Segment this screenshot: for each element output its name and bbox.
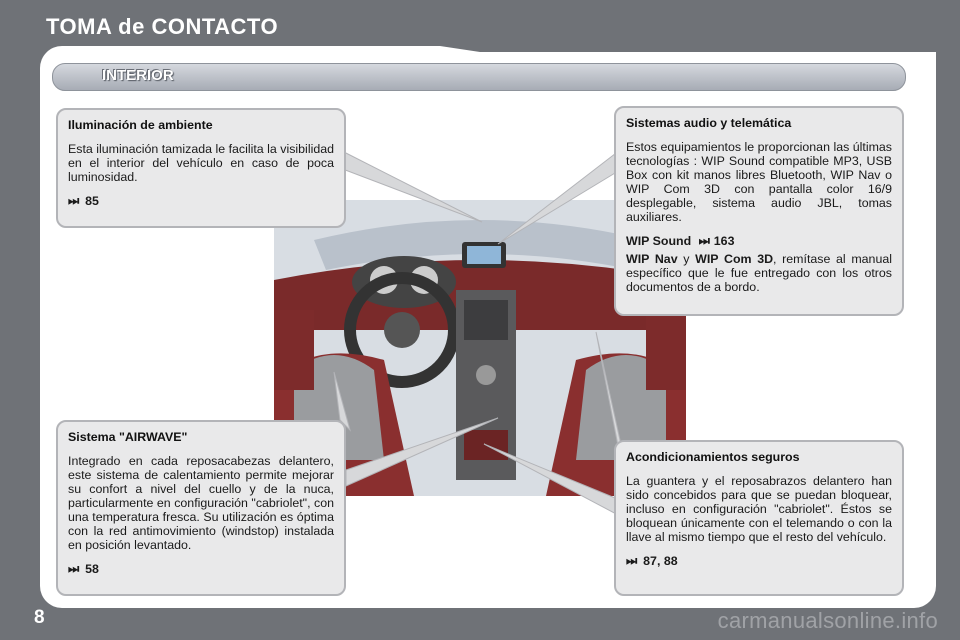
- page-reference[interactable]: [68, 562, 334, 576]
- callout-audio-telematics: [614, 106, 904, 316]
- callout-title: Sistema "AIRWAVE": [68, 430, 188, 444]
- callout-airwave: [56, 420, 346, 596]
- skip-forward-icon: ⏭: [698, 233, 710, 248]
- reference-number: 58: [85, 562, 99, 576]
- callout-text: Esta iluminación tamizada le facilita la visibilidad en el interior del vehículo en caso de poca luminosidad.: [68, 142, 334, 184]
- skip-forward-icon: ⏭: [68, 561, 80, 576]
- reference-number: 87, 88: [643, 554, 678, 568]
- reference-number: 163: [713, 234, 735, 248]
- page-reference[interactable]: [626, 554, 892, 568]
- page-reference[interactable]: [626, 234, 892, 248]
- conjunction-text: y: [683, 252, 690, 266]
- section-title: INTERIOR: [102, 67, 174, 84]
- wip-nav-note: [626, 252, 892, 294]
- skip-forward-icon: ⏭: [626, 553, 638, 568]
- page-reference[interactable]: [68, 194, 334, 208]
- page-title: TOMA de CONTACTO: [46, 14, 279, 39]
- wip-com-label: WIP Com 3D: [695, 252, 774, 266]
- wip-sound-label: WIP Sound: [626, 234, 692, 248]
- wip-nav-label: WIP Nav: [626, 252, 678, 266]
- callout-ambient-lighting: [56, 108, 346, 228]
- watermark: carmanualsonline.info: [717, 608, 938, 633]
- callout-text: Estos equipamientos le proporcionan las últimas tecnologías : WIP Sound compatible MP3, USB Box con kit manos libres Bluetooth, WIP Nav o WIP Com 3D con pantalla color 16/9 desplegable, sistema audio JBL, tomas auxiliares.: [626, 140, 892, 224]
- callout-title: Sistemas audio y telemática: [626, 116, 792, 130]
- callout-text: Integrado en cada reposacabezas delantero, este sistema de calentamiento permite mejorar su confort a nivel del cuello y de la nuca, particularmente en configuración "cabriolet", con una temperatura fresca. Su utilización es óptima con la red antimovimiento (windstop) instalada en posición levantado.: [68, 454, 334, 552]
- callout-title: Iluminación de ambiente: [68, 118, 213, 132]
- wip-nav-text: , remítase al manual específico que le fue entregado con los otros documentos de a bordo.: [626, 252, 892, 294]
- callout-title: Acondicionamientos seguros: [626, 450, 800, 464]
- reference-number: 85: [85, 194, 99, 208]
- page-number: 8: [34, 607, 45, 628]
- skip-forward-icon: ⏭: [68, 193, 80, 208]
- callout-secure-fittings: [614, 440, 904, 596]
- callout-text: La guantera y el reposabrazos delantero han sido concebidos para que se puedan bloquear, incluso en configuración "cabriolet". Éstos se bloquean únicamente con el telemando o con la llave al mismo tiempo que el resto del vehículo.: [626, 474, 892, 544]
